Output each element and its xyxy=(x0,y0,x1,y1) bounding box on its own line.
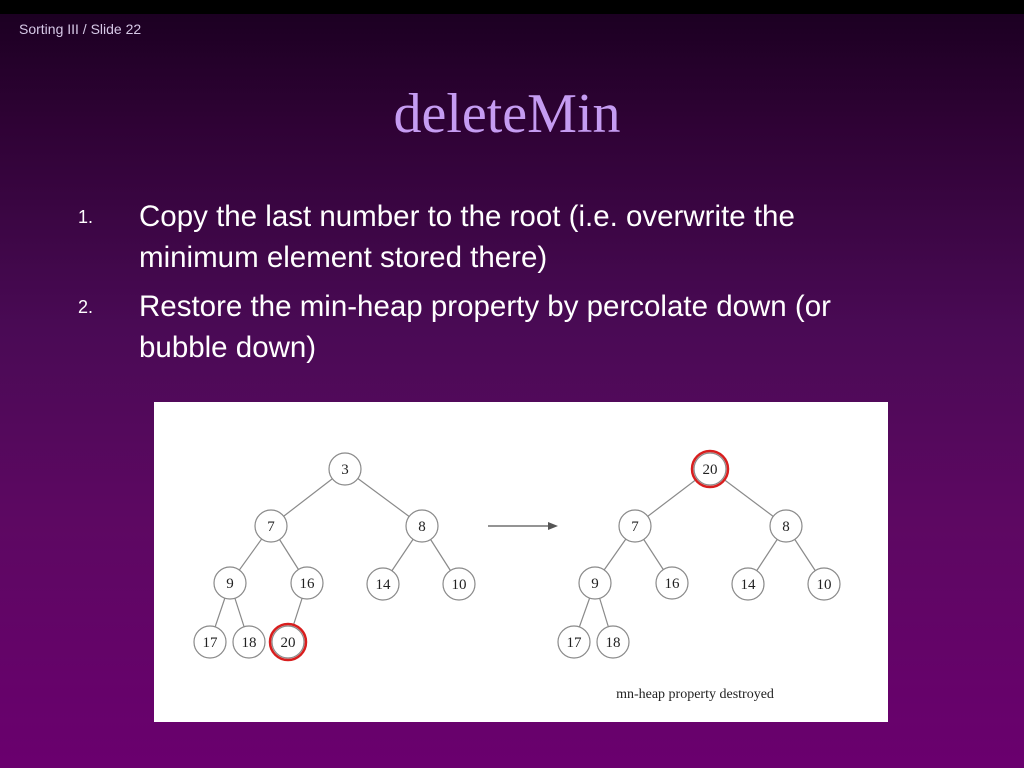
right-arrow-icon xyxy=(488,522,558,530)
slide-header: Sorting III / Slide 22 xyxy=(19,21,142,37)
heap-node xyxy=(291,567,323,599)
bullet-number: 1. xyxy=(78,207,94,227)
heap-node xyxy=(194,626,226,658)
node-value: 9 xyxy=(226,576,234,592)
heap-node xyxy=(558,626,590,658)
heap-node-highlighted xyxy=(692,451,728,487)
node-value: 8 xyxy=(782,519,790,535)
node-value: 7 xyxy=(267,519,275,535)
bullet-item xyxy=(78,286,918,368)
bullet-number: 2. xyxy=(78,297,94,317)
heap-node xyxy=(329,453,361,485)
heap-node xyxy=(619,510,651,542)
node-value: 17 xyxy=(202,635,218,651)
node-value: 8 xyxy=(418,519,426,535)
node-value: 20 xyxy=(280,635,296,651)
bullet-text: Copy the last number to the root (i.e. overwrite the minimum element stored there) xyxy=(139,200,795,274)
node-value: 10 xyxy=(816,577,832,593)
heap-node xyxy=(579,567,611,599)
bullet-item xyxy=(78,196,918,278)
heap-node xyxy=(656,567,688,599)
heap-node xyxy=(770,510,802,542)
bullet-text: Restore the min-heap property by percolate down (or bubble down) xyxy=(139,290,831,364)
bullet-list xyxy=(78,196,918,376)
node-value: 3 xyxy=(341,462,349,478)
figure-caption: mn-heap property destroyed xyxy=(616,687,774,702)
tree-edges xyxy=(210,469,824,642)
node-value: 16 xyxy=(664,576,680,592)
node-value: 14 xyxy=(375,577,391,593)
node-value: 9 xyxy=(591,576,599,592)
heap-node xyxy=(597,626,629,658)
node-value: 18 xyxy=(605,635,621,651)
node-value: 14 xyxy=(740,577,756,593)
node-value: 18 xyxy=(241,635,257,651)
heap-node xyxy=(214,567,246,599)
heap-node xyxy=(443,568,475,600)
heap-node-highlighted xyxy=(270,624,306,660)
heap-diagram xyxy=(154,402,888,722)
heap-node xyxy=(367,568,399,600)
heap-node xyxy=(255,510,287,542)
heap-node xyxy=(732,568,764,600)
slide-title: deleteMin xyxy=(393,83,621,145)
heap-node xyxy=(808,568,840,600)
node-value: 7 xyxy=(631,519,639,535)
node-value: 20 xyxy=(702,462,718,478)
node-value: 16 xyxy=(299,576,315,592)
heap-node xyxy=(233,626,265,658)
node-value: 17 xyxy=(566,635,582,651)
node-value: 10 xyxy=(451,577,467,593)
heap-node xyxy=(406,510,438,542)
heap-figure xyxy=(154,402,888,722)
